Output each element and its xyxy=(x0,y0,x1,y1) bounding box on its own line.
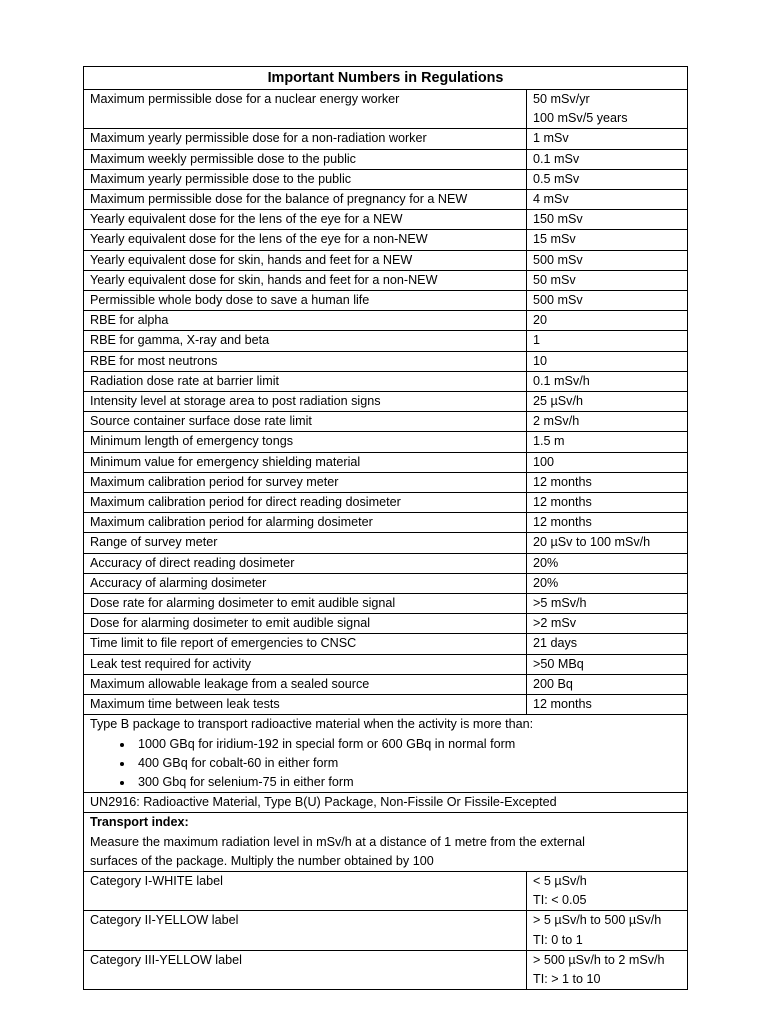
row-value-cell xyxy=(527,432,688,452)
row-value: 50 mSv xyxy=(533,272,576,287)
row-value: 150 mSv xyxy=(533,212,583,227)
table-row xyxy=(84,311,688,331)
row-value-cell xyxy=(527,392,688,412)
row-label-cell xyxy=(84,291,527,311)
row-value-cell xyxy=(527,513,688,533)
row-value-cell xyxy=(527,169,688,189)
row-label: Minimum length of emergency tongs xyxy=(90,434,293,449)
table-row xyxy=(84,291,688,311)
row-value-cell xyxy=(527,371,688,391)
row-label-cell xyxy=(84,169,527,189)
table-row xyxy=(84,351,688,371)
row-value: TI: < 0.05 xyxy=(533,893,587,908)
table-row xyxy=(84,412,688,432)
table-row xyxy=(84,250,688,270)
row-value: < 5 µSv/h xyxy=(533,873,587,888)
row-value-cell xyxy=(527,452,688,472)
row-value-cell xyxy=(527,594,688,614)
row-label-cell xyxy=(84,371,527,391)
row-label-cell xyxy=(84,871,527,910)
row-value: 1.5 m xyxy=(533,434,565,449)
row-value-cell xyxy=(527,493,688,513)
transport-index-cell xyxy=(84,813,688,872)
row-label-cell xyxy=(84,493,527,513)
row-label: Time limit to file report of emergencies to CNSC xyxy=(90,636,357,651)
list-item: • 300 Gbq for selenium-75 in either form xyxy=(134,773,681,792)
row-label-cell xyxy=(84,594,527,614)
row-label-cell xyxy=(84,129,527,149)
table-row xyxy=(84,533,688,553)
transport-index-text: Measure the maximum radiation level in mSv/h at a distance of 1 metre from the external xyxy=(90,834,585,849)
row-value-cell xyxy=(527,331,688,351)
row-value: 4 mSv xyxy=(533,192,569,207)
row-value: 1 mSv xyxy=(533,131,569,146)
type-b-cell xyxy=(84,715,688,793)
row-value: 10 xyxy=(533,353,548,368)
row-value: 2 mSv/h xyxy=(533,414,580,429)
table-row xyxy=(84,493,688,513)
type-b-list xyxy=(90,735,681,793)
row-value: 0.1 mSv xyxy=(533,151,580,166)
row-value: 1 xyxy=(533,333,541,348)
row-value: 21 days xyxy=(533,636,578,651)
row-label: Permissible whole body dose to save a human life xyxy=(90,293,370,308)
row-label: Maximum weekly permissible dose to the public xyxy=(90,151,356,166)
row-label: RBE for alpha xyxy=(90,313,169,328)
table-row xyxy=(84,594,688,614)
row-value: > 5 µSv/h to 500 µSv/h xyxy=(533,913,662,928)
row-label: Yearly equivalent dose for skin, hands and feet for a NEW xyxy=(90,252,413,267)
row-label-cell xyxy=(84,331,527,351)
un-line: UN2916: Radioactive Material, Type B(U) Package, Non-Fissile Or Fissile-Excepted xyxy=(84,793,688,813)
row-value: 20% xyxy=(533,575,559,590)
row-value: >5 mSv/h xyxy=(533,596,587,611)
row-value-cell xyxy=(527,654,688,674)
row-label-cell xyxy=(84,614,527,634)
row-label-cell xyxy=(84,654,527,674)
category-row xyxy=(84,950,688,989)
row-value-cell xyxy=(527,351,688,371)
row-label-cell xyxy=(84,573,527,593)
table-row xyxy=(84,371,688,391)
row-value: 12 months xyxy=(533,495,592,510)
row-label: Category III-YELLOW label xyxy=(90,952,242,967)
row-value: 500 mSv xyxy=(533,252,583,267)
row-label: Yearly equivalent dose for skin, hands and feet for a non-NEW xyxy=(90,272,438,287)
transport-index-text: surfaces of the package. Multiply the number obtained by 100 xyxy=(90,853,434,868)
table-row xyxy=(84,129,688,149)
row-label-cell xyxy=(84,392,527,412)
row-value-cell xyxy=(527,270,688,290)
row-label-cell xyxy=(84,432,527,452)
category-row xyxy=(84,911,688,950)
row-label: Dose for alarming dosimeter to emit audible signal xyxy=(90,616,370,631)
row-value-cell xyxy=(527,311,688,331)
row-value-cell xyxy=(527,614,688,634)
row-label: Range of survey meter xyxy=(90,535,218,550)
row-value-cell xyxy=(527,871,688,910)
row-label-cell xyxy=(84,351,527,371)
row-label-cell xyxy=(84,533,527,553)
transport-index-row xyxy=(84,813,688,872)
row-label: Source container surface dose rate limit xyxy=(90,414,312,429)
table-row xyxy=(84,169,688,189)
row-label: Maximum yearly permissible dose for a non-radiation worker xyxy=(90,131,427,146)
row-value-cell xyxy=(527,291,688,311)
row-value-cell xyxy=(527,950,688,989)
row-value: 20% xyxy=(533,555,559,570)
row-value: TI: > 1 to 10 xyxy=(533,971,601,986)
row-value-cell xyxy=(527,911,688,950)
row-label-cell xyxy=(84,553,527,573)
row-label: Maximum yearly permissible dose to the public xyxy=(90,171,352,186)
row-label: Category II-YELLOW label xyxy=(90,913,239,928)
row-value: 20 µSv to 100 mSv/h xyxy=(533,535,651,550)
row-label-cell xyxy=(84,311,527,331)
row-label-cell xyxy=(84,230,527,250)
table-row xyxy=(84,149,688,169)
row-value: 100 xyxy=(533,454,555,469)
row-label: Leak test required for activity xyxy=(90,656,251,671)
row-label: Accuracy of direct reading dosimeter xyxy=(90,555,295,570)
row-label-cell xyxy=(84,513,527,533)
row-value: 0.5 mSv xyxy=(533,171,580,186)
row-value-cell xyxy=(527,230,688,250)
row-value: 12 months xyxy=(533,697,592,712)
row-value-cell xyxy=(527,90,688,129)
list-item: • 400 GBq for cobalt-60 in either form xyxy=(134,754,681,773)
row-label-cell xyxy=(84,674,527,694)
type-b-row xyxy=(84,715,688,793)
category-row xyxy=(84,871,688,910)
table-row xyxy=(84,230,688,250)
row-label: Maximum permissible dose for the balance of pregnancy for a NEW xyxy=(90,192,468,207)
row-label: Yearly equivalent dose for the lens of the eye for a NEW xyxy=(90,212,403,227)
row-label-cell xyxy=(84,452,527,472)
table-row xyxy=(84,634,688,654)
row-value: >50 MBq xyxy=(533,656,584,671)
row-value-cell xyxy=(527,634,688,654)
row-label-cell xyxy=(84,250,527,270)
row-label-cell xyxy=(84,149,527,169)
table-row xyxy=(84,513,688,533)
row-value-cell xyxy=(527,674,688,694)
row-label-cell xyxy=(84,210,527,230)
row-label: Maximum permissible dose for a nuclear energy worker xyxy=(90,92,400,106)
table-title-row xyxy=(84,67,688,90)
row-label: Maximum time between leak tests xyxy=(90,697,280,712)
row-value: 200 Bq xyxy=(533,676,573,691)
row-label-cell xyxy=(84,190,527,210)
row-label: Maximum calibration period for direct reading dosimeter xyxy=(90,495,401,510)
row-label-cell xyxy=(84,412,527,432)
row-value-cell xyxy=(527,210,688,230)
row-label: RBE for most neutrons xyxy=(90,353,218,368)
row-value: 25 µSv/h xyxy=(533,394,583,409)
table-row xyxy=(84,270,688,290)
row-value-cell xyxy=(527,250,688,270)
row-label: Category I-WHITE label xyxy=(90,873,223,888)
row-value: 12 months xyxy=(533,515,592,530)
list-item: • 1000 GBq for iridium-192 in special form or 600 GBq in normal form xyxy=(134,735,681,754)
table-row xyxy=(84,654,688,674)
row-label-cell xyxy=(84,911,527,950)
transport-index-heading: Transport index: xyxy=(90,815,189,830)
table-title: Important Numbers in Regulations xyxy=(84,67,688,90)
row-value: 12 months xyxy=(533,474,592,489)
row-value-cell xyxy=(527,533,688,553)
row-label-cell xyxy=(84,270,527,290)
table-row xyxy=(84,674,688,694)
row-label: Maximum allowable leakage from a sealed source xyxy=(90,676,370,691)
row-label-cell xyxy=(84,695,527,715)
row-label: Intensity level at storage area to post radiation signs xyxy=(90,394,381,409)
row-label: Radiation dose rate at barrier limit xyxy=(90,373,279,388)
table-row xyxy=(84,472,688,492)
row-value-cell xyxy=(527,149,688,169)
row-label: Accuracy of alarming dosimeter xyxy=(90,575,267,590)
regulations-table xyxy=(83,66,688,990)
row-label: Maximum calibration period for alarming dosimeter xyxy=(90,515,373,530)
row-value-cell xyxy=(527,412,688,432)
row-value: 500 mSv xyxy=(533,293,583,308)
row-value: 50 mSv/yr xyxy=(533,92,590,106)
table-row xyxy=(84,573,688,593)
row-value: 100 mSv/5 years xyxy=(533,111,628,126)
row-value: 0.1 mSv/h xyxy=(533,373,590,388)
row-value-cell xyxy=(527,553,688,573)
table-row xyxy=(84,90,688,129)
type-b-intro: Type B package to transport radioactive material when the activity is more than: xyxy=(90,717,534,732)
row-value: 15 mSv xyxy=(533,232,576,247)
row-value-cell xyxy=(527,472,688,492)
un-row xyxy=(84,793,688,813)
table-row xyxy=(84,553,688,573)
row-value: > 500 µSv/h to 2 mSv/h xyxy=(533,952,665,967)
row-value-cell xyxy=(527,573,688,593)
row-label: Maximum calibration period for survey meter xyxy=(90,474,339,489)
row-value: 20 xyxy=(533,313,548,328)
row-label: Yearly equivalent dose for the lens of the eye for a non-NEW xyxy=(90,232,428,247)
row-label-cell xyxy=(84,634,527,654)
row-value-cell xyxy=(527,129,688,149)
table-row xyxy=(84,432,688,452)
table-row xyxy=(84,452,688,472)
row-value-cell xyxy=(527,695,688,715)
row-label-cell xyxy=(84,90,527,129)
row-value: TI: 0 to 1 xyxy=(533,932,583,947)
row-value: >2 mSv xyxy=(533,616,577,631)
row-value-cell xyxy=(527,190,688,210)
table-row xyxy=(84,331,688,351)
table-row xyxy=(84,210,688,230)
table-row xyxy=(84,695,688,715)
table-row xyxy=(84,190,688,210)
table-row xyxy=(84,614,688,634)
row-label: Minimum value for emergency shielding material xyxy=(90,454,361,469)
row-label-cell xyxy=(84,950,527,989)
table-row xyxy=(84,392,688,412)
row-label-cell xyxy=(84,472,527,492)
row-label: RBE for gamma, X-ray and beta xyxy=(90,333,270,348)
row-label: Dose rate for alarming dosimeter to emit audible signal xyxy=(90,596,396,611)
